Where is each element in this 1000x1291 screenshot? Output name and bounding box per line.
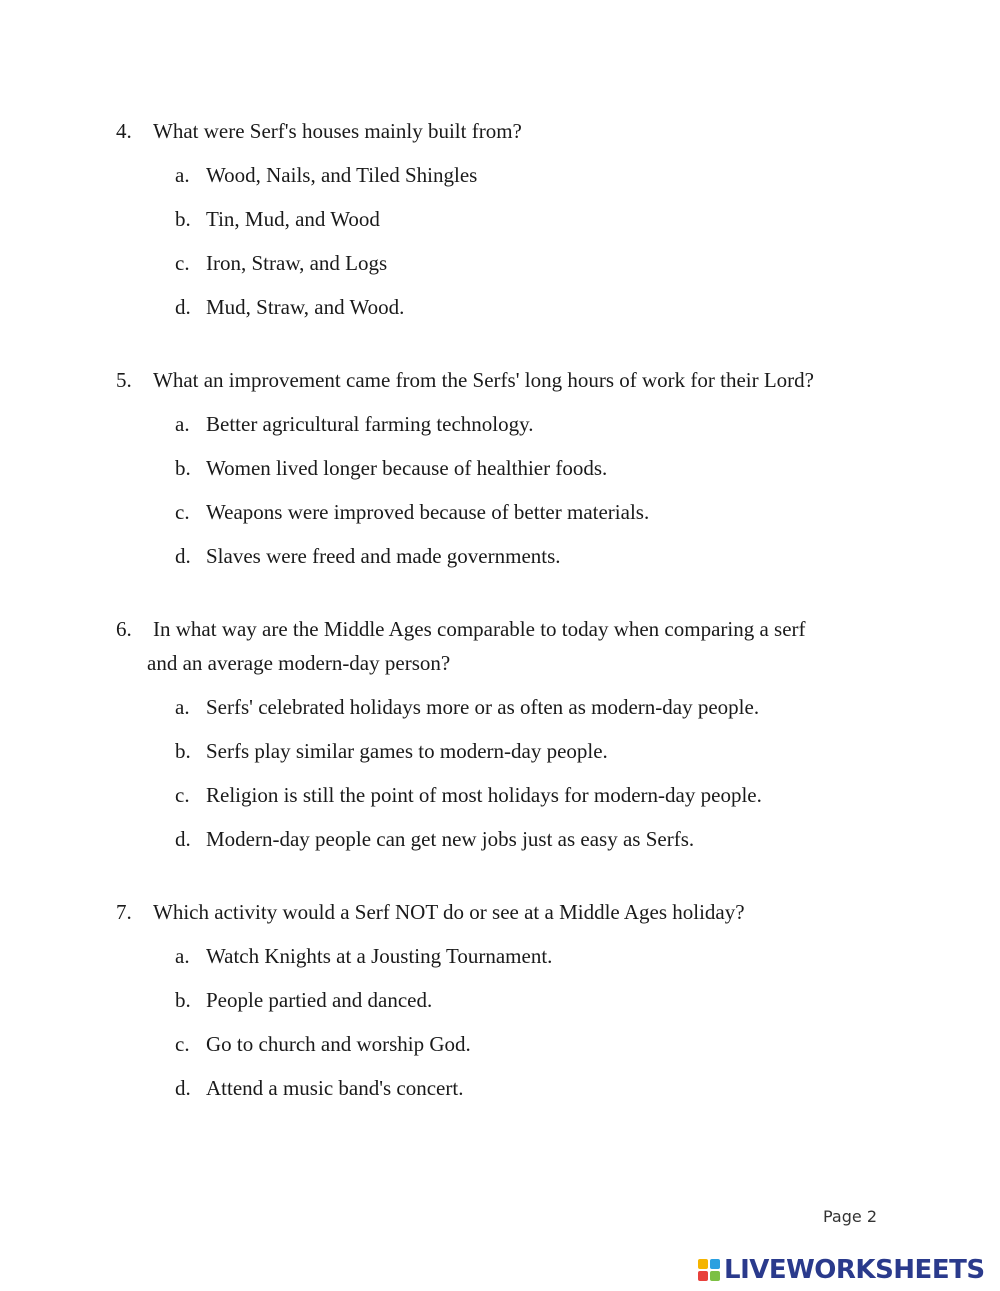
option-letter: a.: [175, 163, 190, 187]
option-text: Women lived longer because of healthier foods.: [206, 456, 608, 480]
logo-block: [698, 1259, 708, 1269]
option-letter: b.: [175, 456, 191, 480]
question-7-prompt: [116, 895, 745, 929]
option-letter: a.: [175, 944, 190, 968]
option-letter: b.: [175, 207, 191, 231]
question-text: What an improvement came from the Serfs' long hours of work for their Lord?: [153, 368, 814, 392]
question-4-option-b[interactable]: [175, 202, 380, 236]
logo-block: [698, 1271, 708, 1281]
question-number: 7.: [116, 900, 132, 924]
logo-block: [710, 1259, 720, 1269]
question-text: In what way are the Middle Ages comparable to today when comparing a serf: [153, 617, 806, 641]
option-text: Serfs' celebrated holidays more or as often as modern-day people.: [206, 695, 760, 719]
question-4-prompt: [116, 114, 522, 148]
question-4-option-c[interactable]: [175, 246, 387, 280]
option-text: Mud, Straw, and Wood.: [206, 295, 405, 319]
option-letter: a.: [175, 695, 190, 719]
option-text: Wood, Nails, and Tiled Shingles: [206, 163, 478, 187]
question-number: 4.: [116, 119, 132, 143]
option-letter: d.: [175, 1076, 191, 1100]
option-letter: a.: [175, 412, 190, 436]
question-4-option-a[interactable]: [175, 158, 477, 192]
option-text: Iron, Straw, and Logs: [206, 251, 388, 275]
question-5-option-d[interactable]: [175, 539, 561, 573]
option-text: Slaves were freed and made governments.: [206, 544, 561, 568]
option-letter: d.: [175, 827, 191, 851]
question-6-option-a[interactable]: [175, 690, 759, 724]
question-number: 5.: [116, 368, 132, 392]
option-text: Watch Knights at a Jousting Tournament.: [206, 944, 553, 968]
question-6-option-c[interactable]: [175, 778, 762, 812]
option-text: Weapons were improved because of better materials.: [206, 500, 650, 524]
option-letter: d.: [175, 544, 191, 568]
option-letter: d.: [175, 295, 191, 319]
option-letter: b.: [175, 988, 191, 1012]
question-number: 6.: [116, 617, 132, 641]
option-text: Go to church and worship God.: [206, 1032, 471, 1056]
question-6-prompt-continued: and an average modern-day person?: [147, 651, 451, 675]
option-text: Religion is still the point of most holidays for modern-day people.: [206, 783, 762, 807]
option-letter: c.: [175, 500, 190, 524]
question-5-option-b[interactable]: [175, 451, 607, 485]
question-5-option-c[interactable]: [175, 495, 649, 529]
question-5-prompt: [116, 363, 814, 397]
question-6-option-d[interactable]: [175, 822, 694, 856]
question-7-option-c[interactable]: [175, 1027, 471, 1061]
option-text: People partied and danced.: [206, 988, 433, 1012]
logo-blocks-icon: [698, 1259, 720, 1281]
question-5-option-a[interactable]: [175, 407, 534, 441]
question-text: Which activity would a Serf NOT do or see at a Middle Ages holiday?: [153, 900, 745, 924]
option-text: Attend a music band's concert.: [206, 1076, 464, 1100]
question-7-option-a[interactable]: [175, 939, 552, 973]
option-text: Modern-day people can get new jobs just as easy as Serfs.: [206, 827, 695, 851]
logo-block: [710, 1271, 720, 1281]
question-7-option-d[interactable]: [175, 1071, 463, 1105]
option-text: Tin, Mud, and Wood: [206, 207, 380, 231]
question-6-option-b[interactable]: [175, 734, 608, 768]
logo-text: LIVEWORKSHEETS: [724, 1255, 985, 1285]
option-text: Better agricultural farming technology.: [206, 412, 534, 436]
option-letter: c.: [175, 783, 190, 807]
question-text: What were Serf's houses mainly built from?: [153, 119, 522, 143]
question-7-option-b[interactable]: [175, 983, 432, 1017]
question-4-option-d[interactable]: [175, 290, 404, 324]
question-6-prompt: [116, 612, 806, 646]
option-letter: b.: [175, 739, 191, 763]
liveworksheets-logo[interactable]: [698, 1252, 985, 1288]
option-letter: c.: [175, 251, 190, 275]
option-text: Serfs play similar games to modern-day people.: [206, 739, 608, 763]
page-number: Page 2: [823, 1207, 877, 1226]
option-letter: c.: [175, 1032, 190, 1056]
